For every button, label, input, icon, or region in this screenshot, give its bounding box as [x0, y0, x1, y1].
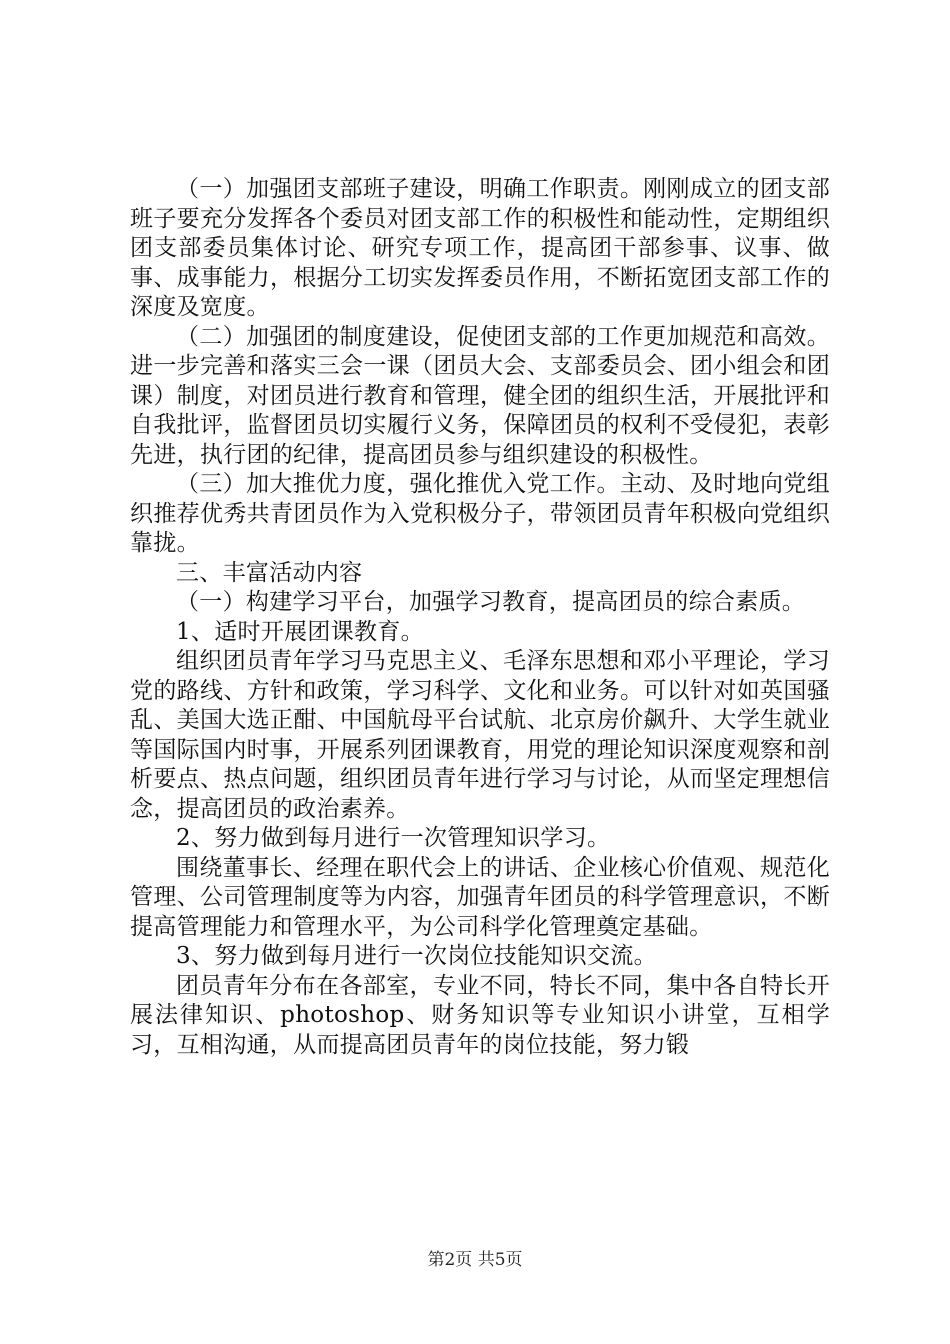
paragraph-2: （二）加强团的制度建设，促使团支部的工作更加规范和高效。进一步完善和落实三会一课（团员大会、支部委员会、团小组会和团课）制度，对团员进行教育和管理，健全团的组织生活，开展批评和自我批评，监督团员切实履行义务，保障团员的权利不受侵犯，表彰先进，执行团的纪律，提高团员参与组织建设的积极性。 — [130, 323, 830, 468]
subsection-heading: （一）构建学习平台，加强学习教育，提高团员的综合素质。 — [176, 589, 806, 615]
paragraph-3: （三）加大推优力度，强化推优入党工作。主动、及时地向党组织推荐优秀共青团员作为入党积极分子，带领团员青年积极向党组织靠拢。 — [130, 471, 830, 556]
item-heading-1: 1、适时开展团课教育。 — [176, 618, 424, 645]
paragraph-1: （一）加强团支部班子建设，明确工作职责。刚刚成立的团支部班子要充分发挥各个委员对团支部工作的积极性和能动性，定期组织团支部委员集体讨论、研究专项工作，提高团干部参事、议事、做事、成事能力，根据分工切实发挥委员作用，不断拓宽团支部工作的深度及宽度。 — [130, 176, 830, 320]
item-heading-2: 2、努力做到每月进行一次管理知识学习。 — [176, 825, 611, 851]
item-heading-3: 3、努力做到每月进行一次岗位技能知识交流。 — [176, 943, 657, 969]
paragraph-5: 围绕董事长、经理在职代会上的讲话、企业核心价值观、规范化管理、公司管理制度等为内容，加强青年团员的科学管理意识，不断提高管理能力和管理水平，为公司科学化管理奠定基础。 — [130, 854, 830, 940]
paragraph-4: 组织团员青年学习马克思主义、毛泽东思想和邓小平理论，学习党的路线、方针和政策，学习科学、文化和业务。可以针对如英国骚乱、美国大选正酣、中国航母平台试航、北京房价飙升、大学生就业等国际国内时事，开展系列团课教育，用党的理论知识深度观察和剖析要点、热点问题，组织团员青年进行学习与讨论，从而坚定理想信念，提高团员的政治素养。 — [130, 648, 830, 822]
paragraph-6: 团员青年分布在各部室，专业不同，特长不同，集中各自特长开展法律知识、photoshop、财务知识等专业知识小讲堂，互相学习，互相沟通，从而提高团员青年的岗位技能，努力锻 — [130, 972, 830, 1058]
page-footer: 第2页 共5页 — [427, 1250, 523, 1270]
document-body — [130, 175, 830, 1060]
section-heading: 三、丰富活动内容 — [176, 559, 363, 586]
